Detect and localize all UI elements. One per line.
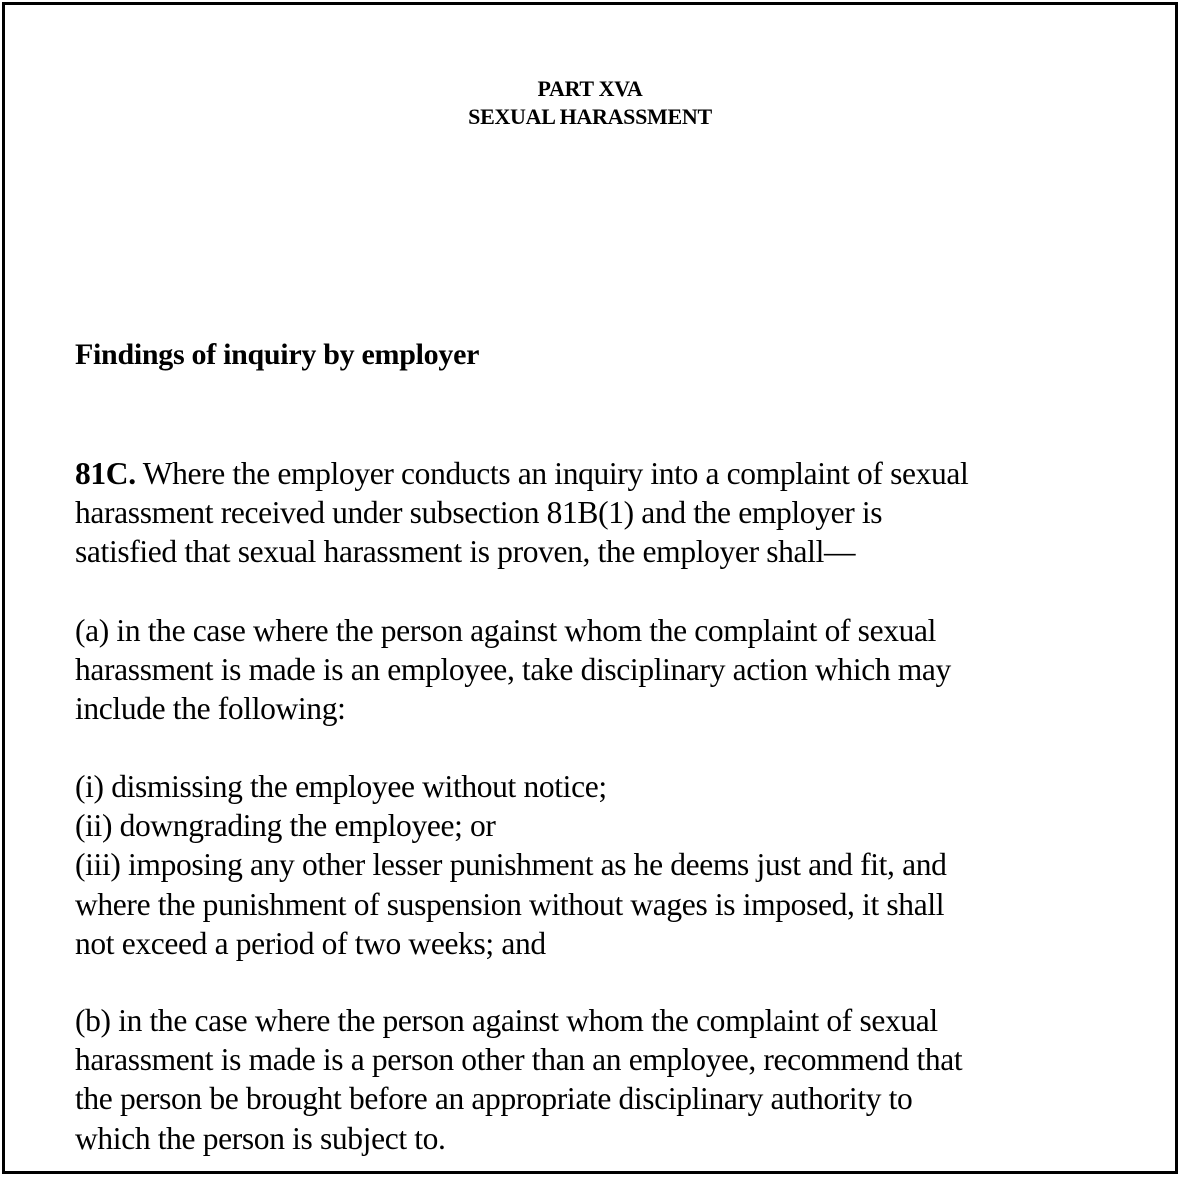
paragraph-b-line: (b) in the case where the person against whom the complaint of sexual [75, 1003, 938, 1038]
sub-item-line: (ii) downgrading the employee; or [75, 808, 496, 844]
paragraph-a-line: harassment is made is an employee, take disciplinary action which may [75, 652, 951, 688]
intro-line: harassment received under subsection 81B(1) and the employer is [75, 495, 883, 531]
part-heading [5, 75, 1175, 131]
paragraph-a-line: include the following: [75, 691, 346, 727]
sub-item-line: (i) dismissing the employee without notice; [75, 769, 607, 804]
sub-items-list [75, 767, 1085, 963]
sub-item-line: where the punishment of suspension without wages is imposed, it shall [75, 886, 945, 922]
paragraph-a [75, 611, 1085, 729]
paragraph-b-line: the person be brought before an appropriate disciplinary authority to [75, 1081, 913, 1117]
document-page [2, 2, 1178, 1174]
section-number: 81C. [75, 456, 136, 491]
paragraph-b-line: harassment is made is a person other than an employee, recommend that [75, 1042, 963, 1078]
part-number: PART XVA [537, 76, 643, 101]
sub-item-line: not exceed a period of two weeks; and [75, 925, 546, 961]
intro-line: satisfied that sexual harassment is proven, the employer shall— [75, 534, 856, 570]
paragraph-b [75, 1001, 1085, 1158]
section-title: Findings of inquiry by employer [75, 338, 480, 371]
intro-line: 81C. Where the employer conducts an inquiry into a complaint of sexual [75, 456, 969, 491]
sub-item-line: (iii) imposing any other lesser punishment as he deems just and fit, and [75, 847, 947, 883]
part-title: SEXUAL HARASSMENT [468, 104, 712, 129]
section-intro [75, 454, 1085, 572]
paragraph-b-line: which the person is subject to. [75, 1120, 446, 1156]
paragraph-a-line: (a) in the case where the person against whom the complaint of sexual [75, 613, 937, 648]
